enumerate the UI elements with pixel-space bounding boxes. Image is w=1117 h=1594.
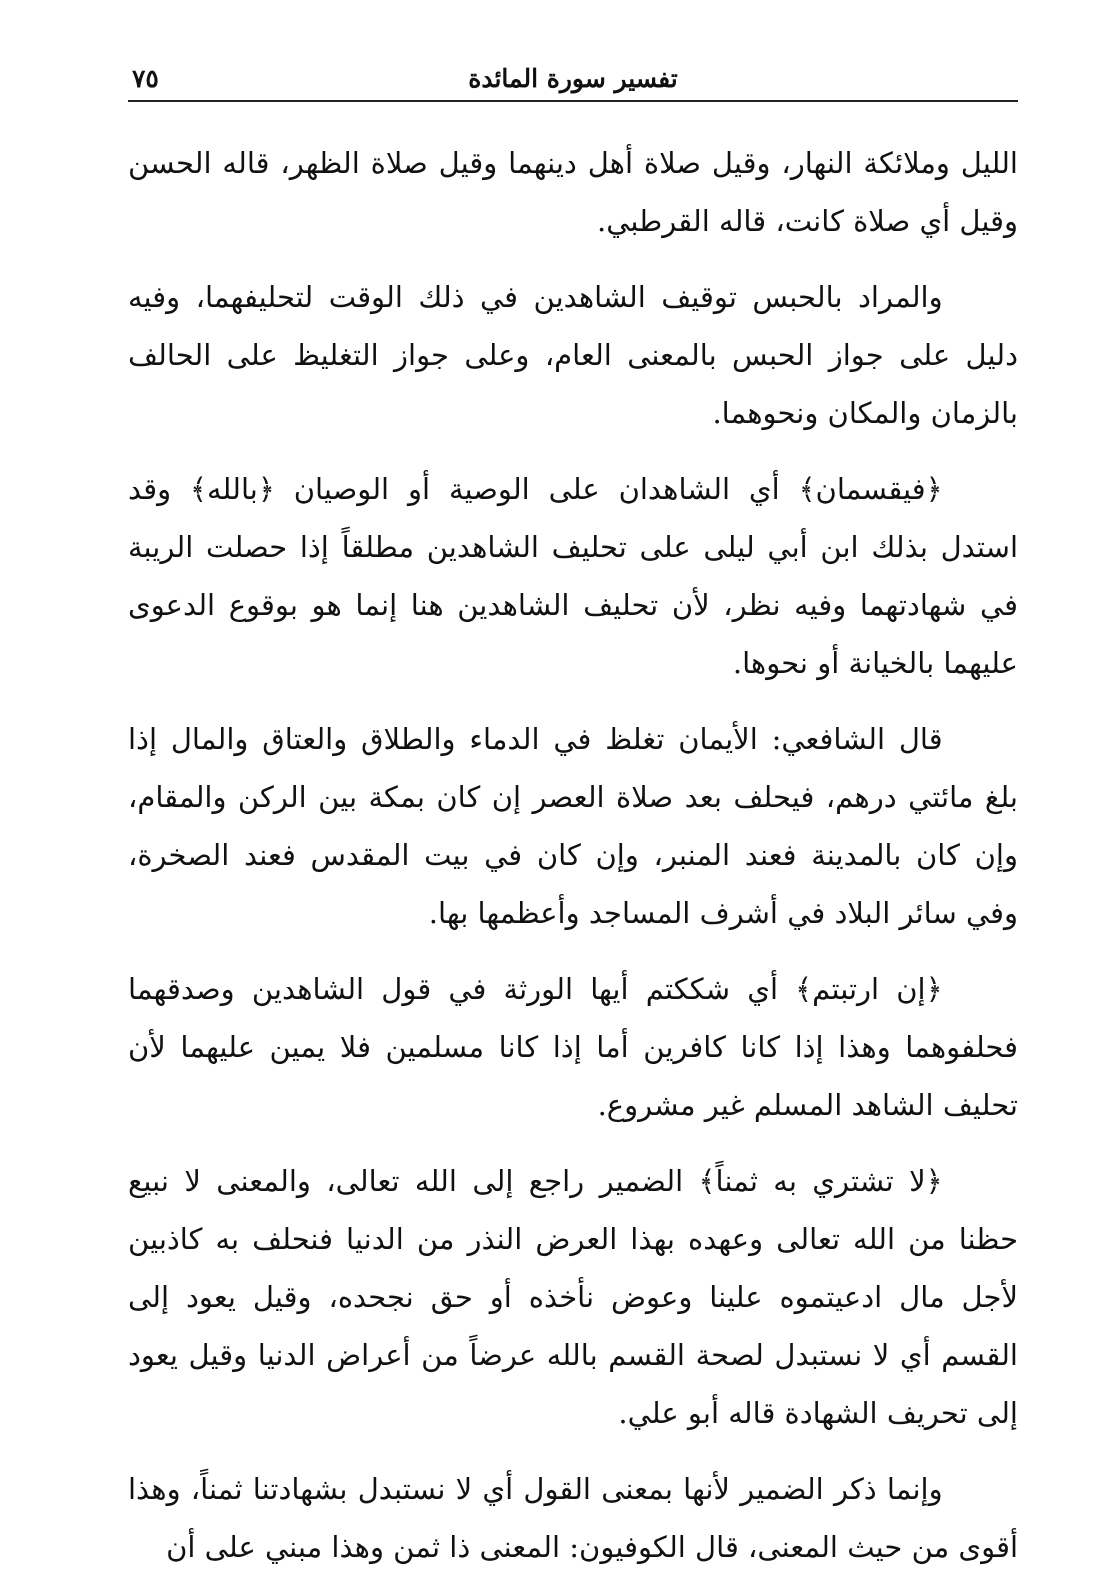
paragraph: وإنما ذكر الضمير لأنها بمعنى القول أي لا نستبدل بشهادتنا ثمناً، وهذا أقوى من حيث المعنى، قال الكوفيون: المعنى ذا ثمن وهذا مبني على أن <box>128 1472 1018 1564</box>
paragraph: ﴿فيقسمان﴾ أي الشاهدان على الوصية أو الوصيان ﴿بالله﴾ وقد استدل بذلك ابن أبي ليلى على تحليف الشاهدين مطلقاً إذا حصلت الريبة في شهادتهما وفيه نظر، لأن تحليف الشاهدين هنا إنما هو بوقوع الدعوى عليهما بالخيانة أو نحوها. <box>128 472 1018 680</box>
paragraph: والمراد بالحبس توقيف الشاهدين في ذلك الوقت لتحليفهما، وفيه دليل على جواز الحبس بالمعنى العام، وعلى جواز التغليظ على الحالف بالزمان والمكان ونحوهما. <box>128 280 1018 430</box>
paragraph: الليل وملائكة النهار، وقيل صلاة أهل دينهما وقيل صلاة الظهر، قاله الحسن وقيل أي صلاة كانت، قاله القرطبي. <box>128 146 1018 238</box>
paragraph: قال الشافعي: الأيمان تغلظ في الدماء والطلاق والعتاق والمال إذا بلغ مائتي درهم، فيحلف بعد صلاة العصر إن كان بمكة بين الركن والمقام، وإن كان بالمدينة فعند المنبر، وإن كان في بيت المقدس فعند الصخرة، وفي سائر البلاد في أشرف المساجد وأعظمها بها. <box>128 722 1018 930</box>
book-page <box>128 48 1018 1564</box>
paragraph: ﴿لا تشتري به ثمناً﴾ الضمير راجع إلى الله تعالى، والمعنى لا نبيع حظنا من الله تعالى وعهده بهذا العرض النذر من الدنيا فنحلف به كاذبين لأجل مال ادعيتموه علينا وعوض نأخذه أو حق نجحده، وقيل يعود إلى القسم أي لا نستبدل لصحة القسم بالله عرضاً من أعراض الدنيا وقيل يعود إلى تحريف الشهادة قاله أبو علي. <box>128 1164 1018 1430</box>
page-number: ٧٥ <box>132 64 159 93</box>
body-text <box>128 134 1018 1594</box>
running-header <box>128 48 1018 102</box>
chapter-title: تفسير سورة المائدة <box>468 64 678 93</box>
paragraph: ﴿إن ارتبتم﴾ أي شككتم أيها الورثة في قول الشاهدين وصدقهما فحلفوهما وهذا إذا كانا كافرين أما إذا كانا مسلمين فلا يمين عليهما لأن تحليف الشاهد المسلم غير مشروع. <box>128 972 1018 1122</box>
